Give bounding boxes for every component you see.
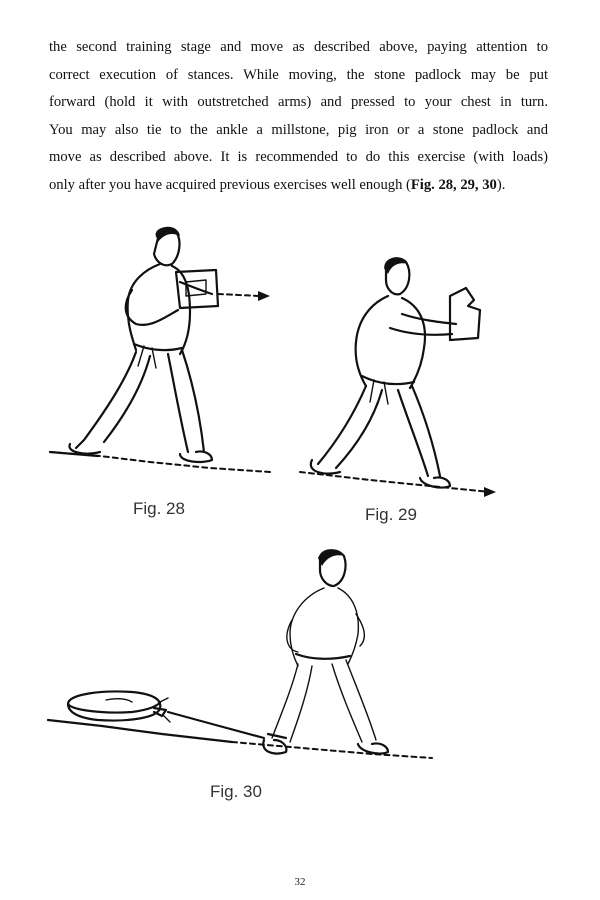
- figure-28-caption: Fig. 28: [133, 499, 185, 518]
- paragraph-line-1: the second training stage and move as described above, paying attention to: [49, 39, 548, 55]
- paragraph-line-5: move as described above. It is recommended to do this exercise (with loads): [49, 149, 548, 166]
- figure-29-illustration: [290, 250, 510, 505]
- paragraph-line-6: [49, 172, 548, 200]
- page-number: 32: [294, 876, 306, 888]
- figure-30-caption: Fig. 30: [210, 782, 262, 801]
- paragraph-line-4: You may also tie to the ankle a millstone, pig iron or a stone padlock and: [49, 121, 548, 138]
- figure-reference: Fig. 28, 29, 30: [410, 176, 497, 193]
- figure-29-caption: Fig. 29: [365, 505, 417, 524]
- paragraph-line-2: correct execution of stances. While moving, the stone padlock may be put: [49, 66, 548, 83]
- figure-28-illustration: [40, 220, 290, 485]
- paragraph-line-6-end: ).: [496, 176, 506, 193]
- paragraph-line-6-text: only after you have acquired previous exercises well enough (: [49, 176, 411, 193]
- body-paragraph: [49, 34, 548, 200]
- paragraph-line-3: forward (hold it with outstretched arms) and pressed to your chest in turn.: [49, 94, 548, 111]
- figure-30-illustration: [42, 542, 462, 782]
